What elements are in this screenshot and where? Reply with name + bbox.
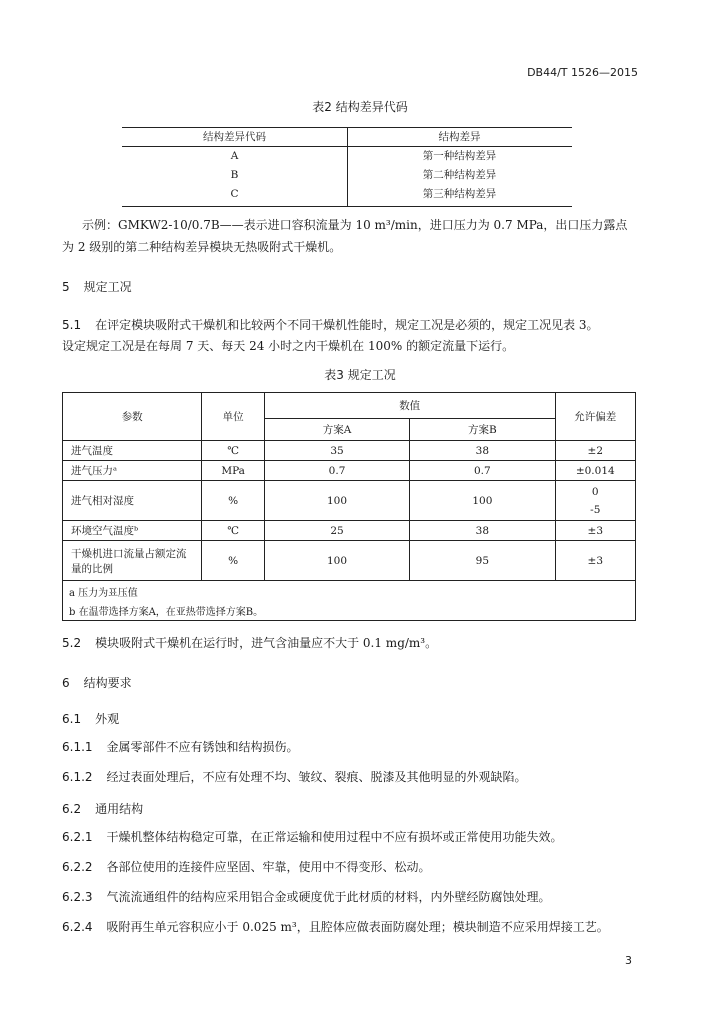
para-6-2-2 [62,856,662,878]
table3-header-param: 参数 [63,393,202,441]
section-number: 6 [62,676,70,690]
table3-plan-b: 95 [410,541,555,581]
table3-header-plan-a: 方案A [264,419,409,441]
table2-caption: 表2 结构差异代码 [312,100,408,114]
table3-param [63,541,202,581]
para-6-2-3 [62,886,662,908]
clause-text: 在评定模块吸附式干燥机和比较两个不同干燥机性能时，规定工况是必须的，规定工况见表 3。 [95,318,599,332]
clause-text: 经过表面处理后，不应有处理不均、皱纹、裂痕、脱漆及其他明显的外观缺陷。 [106,770,527,784]
para-5-1 [62,314,662,336]
table3-plan-b: 100 [410,481,555,521]
section5-heading [62,278,132,295]
section-title: 结构要求 [83,676,132,690]
clause-title: 外观 [95,712,120,726]
table3-tolerance: ±3 [555,541,635,581]
table3-unit: % [202,481,264,521]
subsection-6-1 [62,710,119,727]
table3-unit: ℃ [202,441,264,461]
tolerance-upper: 0 [591,485,599,498]
table3-plan-a: 100 [264,481,409,521]
para-5-1-line2: 设定规定工况是在每周 7 天、每天 24 小时之内干燥机在 100% 的额定流量下运行。 [62,339,515,353]
clause-number: 6.1 [62,712,82,726]
table3-notes [63,581,636,621]
table3-header-unit: 单位 [202,393,264,441]
clause-title: 通用结构 [95,802,144,816]
page-number: 3 [625,954,632,967]
table2 [122,127,572,203]
note-a: a 压力为표压值 [69,587,138,599]
table2-header-code: 结构差异代码 [203,131,266,143]
table3-tolerance: ±2 [555,441,635,461]
para-5-2 [62,632,662,654]
table3-plan-b: 38 [410,521,555,541]
table-row [63,481,636,521]
clause-number: 6.2.4 [62,920,93,934]
table3-param: 进气相对湿度 [63,481,202,521]
tolerance-lower: -5 [590,503,601,516]
table2-code: A [230,149,239,162]
subsection-6-2 [62,800,143,817]
table3-param: 环境空气温度ᵇ [63,521,202,541]
table2-header-diff: 结构差异 [438,131,481,143]
clause-text: 吸附再生单元容积应小于 0.025 m³，且腔体应做表面防腐处理；模块制造不应采用焊接工艺。 [106,920,609,934]
table3-plan-b: 38 [410,441,555,461]
table3-tolerance [555,481,635,521]
para-6-1-2 [62,766,662,788]
para-6-1-1 [62,736,662,758]
table3-plan-b: 0.7 [410,461,555,481]
para-6-2-4 [62,916,682,938]
table3-plan-a: 100 [264,541,409,581]
table3-tolerance: ±0.014 [555,461,635,481]
table-row [63,461,636,481]
table3-tolerance: ±3 [555,521,635,541]
clause-text: 金属零部件不应有锈蚀和结构损伤。 [106,740,299,754]
table-row [63,541,636,581]
example-line1: 示例：GMKW2-10/0.7B——表示进口容积流量为 10 m³/min，进口压力为 0.7 MPa，出口压力露点 [82,218,628,232]
table3 [62,392,636,621]
clause-text: 各部位使用的连接件应坚固、牢靠，使用中不得变形、松动。 [106,860,431,874]
table3-param: 进气压力ᵃ [63,461,202,481]
table3-plan-a: 25 [264,521,409,541]
table2-diff: 第一种结构差异 [422,150,497,162]
section-title: 规定工况 [83,280,132,294]
table3-plan-a: 35 [264,441,409,461]
clause-number: 6.2.3 [62,890,93,904]
note-b: b 在温带选择方案A，在亚热带选择方案B。 [69,606,264,618]
table3-unit: MPa [202,461,264,481]
table2-diff: 第二种结构差异 [422,169,497,181]
clause-number: 6.1.2 [62,770,93,784]
table3-header-value: 数值 [264,393,555,419]
section6-heading [62,674,132,691]
param-line2: 量的比例 [71,562,113,575]
table-row [63,441,636,461]
table-row [63,521,636,541]
table3-unit: % [202,541,264,581]
standard-code: DB44/T 1526—2015 [527,66,638,79]
table2-code: C [230,187,239,200]
table3-plan-a: 0.7 [264,461,409,481]
clause-number: 5.2 [62,636,82,650]
table2-code: B [230,168,239,181]
table3-header-tolerance: 允许偏差 [555,393,635,441]
para-6-2-1 [62,826,662,848]
param-line1: 干燥机进口流量占额定流 [71,547,187,560]
clause-text: 干燥机整体结构稳定可靠，在正常运输和使用过程中不应有损坏或正常使用功能失效。 [106,830,563,844]
table3-param: 进气温度 [63,441,202,461]
clause-text: 气流流通组件的结构应采用铝合金或硬度优于此材质的材料，内外壁经防腐蚀处理。 [106,890,551,904]
table3-unit: ℃ [202,521,264,541]
table2-diff: 第三种结构差异 [422,188,497,200]
clause-number: 6.1.1 [62,740,93,754]
clause-number: 5.1 [62,318,82,332]
clause-number: 6.2 [62,802,82,816]
section-number: 5 [62,280,70,294]
table3-header-plan-b: 方案B [410,419,555,441]
table3-caption: 表3 规定工况 [324,368,396,382]
example-line2: 为 2 级别的第二种结构差异模块无热吸附式干燥机。 [62,240,342,254]
clause-text: 模块吸附式干燥机在运行时，进气含油量应不大于 0.1 mg/m³。 [95,636,438,650]
clause-number: 6.2.1 [62,830,93,844]
clause-number: 6.2.2 [62,860,93,874]
